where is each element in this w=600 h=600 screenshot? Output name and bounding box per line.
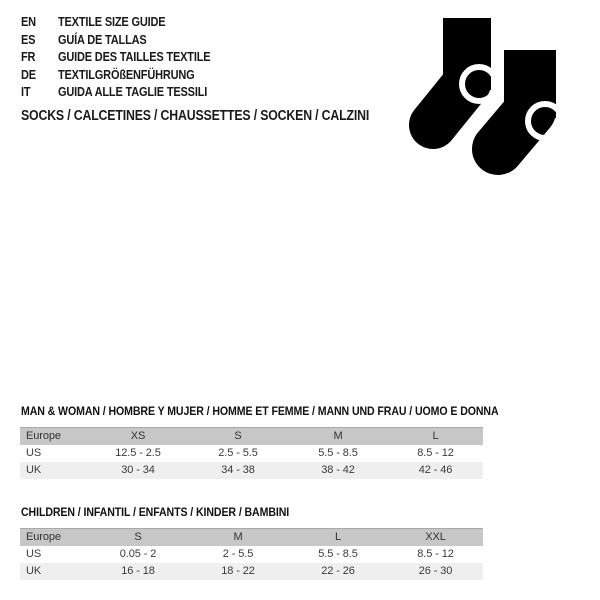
table-title-children: CHILDREN / INFANTIL / ENFANTS / KINDER / BAMBINI <box>21 507 290 519</box>
header-cell-europe: Europe <box>20 529 88 547</box>
header-cell-size: L <box>388 428 483 446</box>
language-row-es <box>21 32 210 50</box>
size-value-cell: 26 - 30 <box>388 563 483 580</box>
language-code: EN <box>21 15 36 29</box>
language-code: ES <box>21 32 36 47</box>
header-cell-size: XS <box>88 428 188 446</box>
language-label: GUIDE DES TAILLES TEXTILE <box>57 50 211 65</box>
header-cell-size: M <box>288 428 388 446</box>
size-value-cell: 34 - 38 <box>188 462 288 479</box>
language-code: DE <box>21 67 36 82</box>
size-value-cell: 5.5 - 8.5 <box>318 548 358 560</box>
size-value-cell: 5.5 - 8.5 <box>318 447 358 459</box>
language-row-en <box>21 14 210 32</box>
size-value-cell: 12.5 - 2.5 <box>115 447 161 459</box>
size-value-cell: 42 - 46 <box>388 462 483 479</box>
sock-right <box>498 50 562 149</box>
header-cell-size: L <box>288 529 388 547</box>
size-table-man-woman <box>20 427 483 479</box>
size-value-cell: 2.5 - 5.5 <box>218 447 258 459</box>
socks-icon <box>408 13 566 178</box>
size-value-cell: 2 - 5.5 <box>222 548 254 560</box>
language-label: TEXTILGRÖßENFÜHRUNG <box>57 67 195 82</box>
socks-icon-svg <box>408 13 566 178</box>
size-value-cell: 38 - 42 <box>288 462 388 479</box>
region-cell: US <box>26 548 42 560</box>
table-row-uk <box>20 563 483 580</box>
language-label: GUIDA ALLE TAGLIE TESSILI <box>57 85 208 100</box>
size-table-children <box>20 528 483 580</box>
language-row-fr <box>21 49 210 67</box>
header-cell-size: S <box>188 428 288 446</box>
sock-left <box>433 18 496 125</box>
language-code: IT <box>21 85 31 100</box>
size-value-cell: 8.5 - 12 <box>417 447 454 459</box>
language-row-de <box>21 67 210 85</box>
size-value-cell: 0.05 - 2 <box>119 548 157 560</box>
header-cell-size: S <box>88 529 188 547</box>
header-cell-size: XXL <box>388 529 483 547</box>
size-value-cell: 16 - 18 <box>88 563 188 580</box>
language-code: FR <box>21 50 36 65</box>
size-value-cell: 22 - 26 <box>288 563 388 580</box>
language-label: TEXTILE SIZE GUIDE <box>57 15 166 29</box>
region-cell: US <box>26 447 42 459</box>
table-row-us <box>20 445 483 462</box>
table-header-row <box>20 428 483 446</box>
language-row-it <box>21 84 210 102</box>
table-title-man-woman: MAN & WOMAN / HOMBRE Y MUJER / HOMME ET FEMME / MANN UND FRAU / UOMO E DONNA <box>21 406 499 418</box>
header-cell-europe: Europe <box>20 428 88 446</box>
table-row-uk <box>20 462 483 479</box>
product-category-heading: SOCKS / CALCETINES / CHAUSSETTES / SOCKEN / CALZINI <box>21 108 370 124</box>
size-value-cell: 18 - 22 <box>188 563 288 580</box>
language-label: GUÍA DE TALLAS <box>57 32 147 47</box>
header-cell-size: M <box>188 529 288 547</box>
table-row-us <box>20 546 483 563</box>
region-cell: UK <box>20 563 88 580</box>
size-value-cell: 30 - 34 <box>88 462 188 479</box>
size-value-cell: 8.5 - 12 <box>417 548 454 560</box>
language-list <box>21 14 210 102</box>
region-cell: UK <box>20 462 88 479</box>
table-header-row <box>20 529 483 547</box>
